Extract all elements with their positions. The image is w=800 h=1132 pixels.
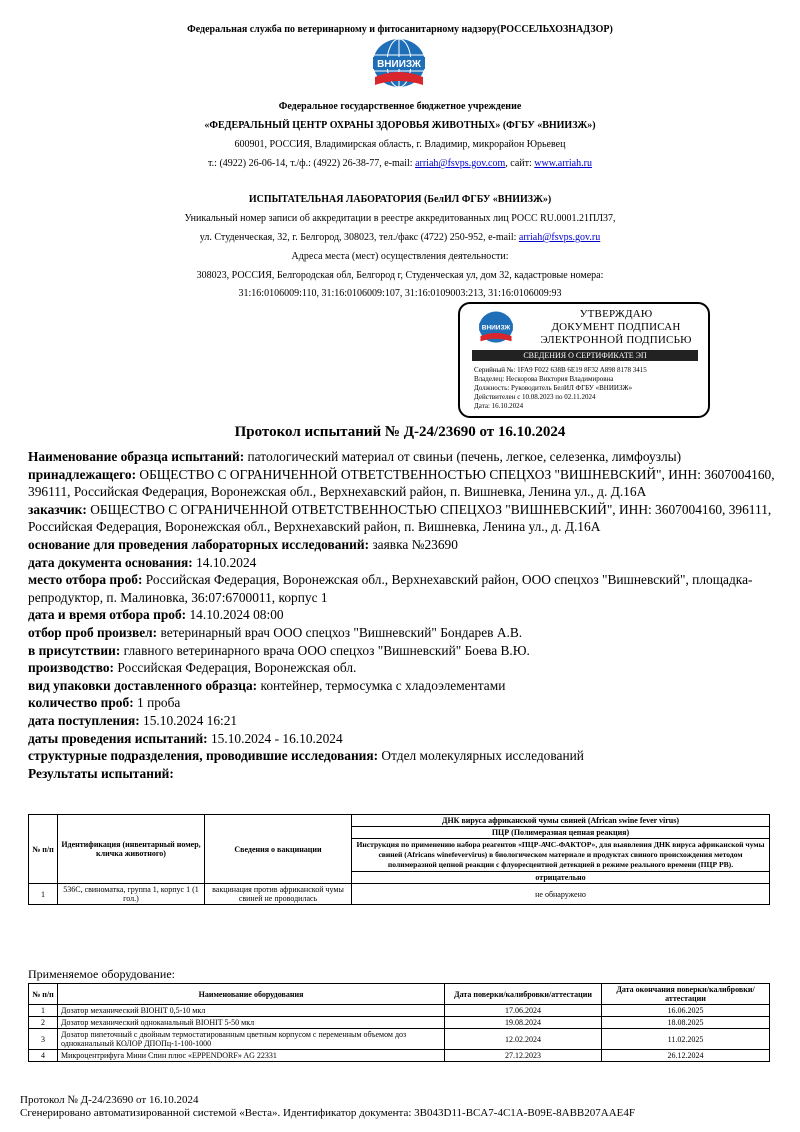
norm-header: отрицательно [352,872,770,884]
eq-cell-check: 12.02.2024 [445,1029,602,1050]
contacts-text: т.: (4922) 26-06-14, т./ф.: (4922) 26-38-77, e-mail: [208,158,416,169]
eq-cell-end: 16.06.2025 [602,1005,770,1017]
email-link[interactable]: arriah@fsvps.gov.com [415,158,506,169]
field-row [28,677,778,695]
document-footer [20,1094,635,1120]
stamp-owner: Владелец: Нескорова Виктория Владимировна [474,375,614,383]
results-table [28,814,770,905]
field-label: структурные подразделения, проводившие исследования: [28,748,379,764]
table-row [29,1029,770,1050]
eq-cell-check: 19.08.2024 [445,1017,602,1029]
footer-generated: Сгенерировано автоматизированной системой «Веста». Идентификатор документа: 3В043D11-BCA7-4C1A-B09E-8ABB207AAE4F [20,1107,635,1119]
equipment-table [28,983,770,1062]
field-value: 15.10.2024 16:21 [139,712,238,728]
field-label: заказчик: [28,501,87,517]
field-row [28,659,778,677]
field-label: количество проб: [28,695,134,711]
stamp-position: Должность: Руководитель БелИЛ ФГБУ «ВНИИЗЖ» [474,384,633,392]
field-row [28,712,778,730]
results-title: Результаты испытаний: [28,765,174,781]
stamp-cert-bar: СВЕДЕНИЯ О СЕРТИФИКАТЕ ЭП [472,350,698,361]
eq-cell-name: Дозатор пипеточный с двойным термостатированным цветным корпусом с переменным объемом доз одноканальный КОЛОР ДПОПц-1-100-1000 [58,1029,445,1050]
field-value: Российская Федерация, Воронежская обл., Верхнехавский район, ООО спецхоз "Вишневский", площадка-репродуктор, п. Малиновка, 36:07:6700011, корпус 1 [28,572,753,605]
site-link[interactable]: www.arriah.ru [534,158,592,169]
eq-cell-num: 3 [29,1029,58,1050]
institution-contacts [0,158,800,170]
field-value: контейнер, термосумка с хладоэлементами [257,677,506,693]
field-row [28,554,778,572]
svg-text:ВНИИЗЖ: ВНИИЗЖ [377,59,421,70]
stamp-logo-icon [474,310,518,348]
field-label: Наименование образца испытаний: [28,449,245,464]
field-value: патологический материал от свиньи (печень, легкое, селезенка, лимфоузлы) [244,449,682,464]
eq-cell-end: 26.12.2024 [602,1050,770,1062]
site-prefix: , сайт: [505,158,535,169]
eq-cell-num: 1 [29,1005,58,1017]
table-row [29,1005,770,1017]
institution-address: 600901, РОССИЯ, Владимирская область, г. Владимир, микрорайон Юрьевец [234,139,566,150]
equipment-label: Применяемое оборудование: [28,967,175,981]
stamp-date: Дата: 16.10.2024 [474,402,524,410]
field-value: главного ветеринарного врача ООО спецхоз "Вишневский" Боева В.Ю. [120,642,530,658]
agency-name: Федеральная служба по ветеринарному и фитосанитарному надзору(РОССЕЛЬХОЗНАДЗОР) [187,24,613,35]
field-value: Отдел молекулярных исследований [378,748,584,764]
field-label: производство: [28,660,114,676]
footer-protocol: Протокол № Д-24/23690 от 16.10.2024 [20,1094,199,1106]
field-label: даты проведения испытаний: [28,730,208,746]
row-id: 536С, свиноматка, группа 1, корпус 1 (1 гол.) [58,884,205,905]
lab-email-link[interactable]: arriah@fsvps.gov.ru [518,232,601,243]
field-row [28,466,778,501]
stamp-validity: Действителен с 10.08.2023 по 02.11.2024 [474,393,596,401]
stamp-e-signature: ЭЛЕКТРОННОЙ ПОДПИСЬЮ [540,334,692,346]
eq-col-num: № п/п [29,984,58,1005]
table-row [29,884,770,905]
eq-cell-check: 27.12.2023 [445,1050,602,1062]
field-row [28,571,778,606]
field-row [28,501,778,536]
protocol-title: Протокол испытаний № Д-24/23690 от 16.10.2024 [234,424,566,440]
eq-cell-name: Микроцентрифуга Мини Спин плюс «EPPENDORF» AG 22331 [58,1050,445,1062]
table-row [29,1050,770,1062]
field-row [28,694,778,712]
method-header: ПЦР (Полимеразная цепная реакция) [352,827,770,839]
eq-cell-end: 11.02.2025 [602,1029,770,1050]
eq-cell-name: Дозатор механический одноканальный BIOHIT 5-50 мкл [58,1017,445,1029]
places-title: Адреса места (мест) осуществления деятельности: [291,251,509,262]
field-row [28,642,778,660]
field-row [28,624,778,642]
eq-cell-num: 2 [29,1017,58,1029]
field-value: ОБЩЕСТВО С ОГРАНИЧЕННОЙ ОТВЕТСТВЕННОСТЬЮ СПЕЦХОЗ "ВИШНЕВСКИЙ", ИНН: 3607004160, 396111, Российская Федерация, Воронежская обл., Верхнехавский район, п. Вишневка, Ленина ул., д. Д.16А [28,466,775,500]
lab-name: ИСПЫТАТЕЛЬНАЯ ЛАБОРАТОРИЯ (БелИЛ ФГБУ «ВНИИЗЖ») [248,194,552,205]
row-result: не обнаружено [352,884,770,905]
eq-cell-name: Дозатор механический BIOHIT 0,5-10 мкл [58,1005,445,1017]
field-label: отбор проб произвел: [28,624,158,640]
institution-type: Федеральное государственное бюджетное учреждение [278,101,522,112]
stamp-approve: УТВЕРЖДАЮ [579,308,653,320]
row-vacc: вакцинация против африканской чумы свиней не проводилась [205,884,352,905]
field-row [28,448,778,466]
instruction-header: Инструкция по применению набора реагентов «ПЦР-АЧС-ФАКТОР», для выявления ДНК вируса африканской чумы свиней (Africans winefevervirus) в биологическом материале и продуктах свиного происхождения методом полимеразной цепной реакции с флуоресцентной детекцией в режиме реального времени (ПЦР РВ). [352,839,770,872]
signature-stamp [458,302,710,418]
eq-cell-end: 18.08.2025 [602,1017,770,1029]
stamp-signed: ДОКУМЕНТ ПОДПИСАН [551,321,681,333]
places-line-2: 31:16:0106009:110, 31:16:0106009:107, 31:16:0109003:213, 31:16:0106009:93 [238,288,562,299]
field-label: дата документа основания: [28,554,193,570]
field-label: место отбора проб: [28,572,143,588]
field-label: в присутствии: [28,642,121,658]
field-label: дата и время отбора проб: [28,607,187,623]
col-id-header: Идентификация (инвентарный номер, кличка животного) [58,815,205,884]
eq-col-check: Дата поверки/калибровки/аттестации [445,984,602,1005]
field-label: принадлежащего: [28,466,137,482]
target-header: ДНК вируса африканской чумы свиней (African swine fever virus) [352,815,770,827]
field-value: ОБЩЕСТВО С ОГРАНИЧЕННОЙ ОТВЕТСТВЕННОСТЬЮ СПЕЦХОЗ "ВИШНЕВСКИЙ", ИНН: 3607004160, 396111, Российская Федерация, Воронежская обл., Верхнехавский район, п. Вишневка, Ленина ул., д. Д.16А [28,501,772,535]
lab-address [0,232,800,244]
table-row [29,1017,770,1029]
eq-col-name: Наименование оборудования [58,984,445,1005]
institution-name: «ФЕДЕРАЛЬНЫЙ ЦЕНТР ОХРАНЫ ЗДОРОВЬЯ ЖИВОТНЫХ» (ФГБУ «ВНИИЗЖ») [204,120,596,131]
field-value: 14.10.2024 08:00 [186,607,284,623]
row-num: 1 [29,884,58,905]
stamp-serial: Серийный №: 1FA9 F022 638B 6E19 8F32 A898 8178 3415 [474,366,647,374]
col-num-header: № п/п [29,815,58,884]
field-value: ветеринарный врач ООО спецхоз "Вишневский" Бондарев А.В. [157,624,523,640]
accreditation-line: Уникальный номер записи об аккредитации в реестре аккредитованных лиц РОСС RU.0001.21ПЛ37, [184,213,616,224]
lab-address-text: ул. Студенческая, 32, г. Белгород, 308023, тел./факс (4722) 250-952, e-mail: [199,232,519,243]
field-value: Российская Федерация, Воронежская обл. [114,660,357,676]
protocol-fields [28,448,778,782]
vniizzh-logo-icon [365,37,433,95]
eq-col-end: Дата окончания поверки/калибровки/аттестации [602,984,770,1005]
field-value: заявка №23690 [369,536,458,552]
field-label: основание для проведения лабораторных исследований: [28,536,370,552]
eq-cell-check: 17.06.2024 [445,1005,602,1017]
field-value: 14.10.2024 [192,554,257,570]
field-row [28,606,778,624]
field-row [28,730,778,748]
field-label: вид упаковки доставленного образца: [28,677,258,693]
svg-text:ВНИИЗЖ: ВНИИЗЖ [481,324,511,332]
field-value: 15.10.2024 - 16.10.2024 [207,730,343,746]
places-line-1: 308023, РОССИЯ, Белгородская обл, Белгород г, Студенческая ул, дом 32, кадастровые номера: [196,270,604,281]
field-row [28,536,778,554]
field-label: дата поступления: [28,712,140,728]
field-row [28,747,778,765]
field-value: 1 проба [133,695,181,711]
col-vacc-header: Сведения о вакцинации [205,815,352,884]
eq-cell-num: 4 [29,1050,58,1062]
